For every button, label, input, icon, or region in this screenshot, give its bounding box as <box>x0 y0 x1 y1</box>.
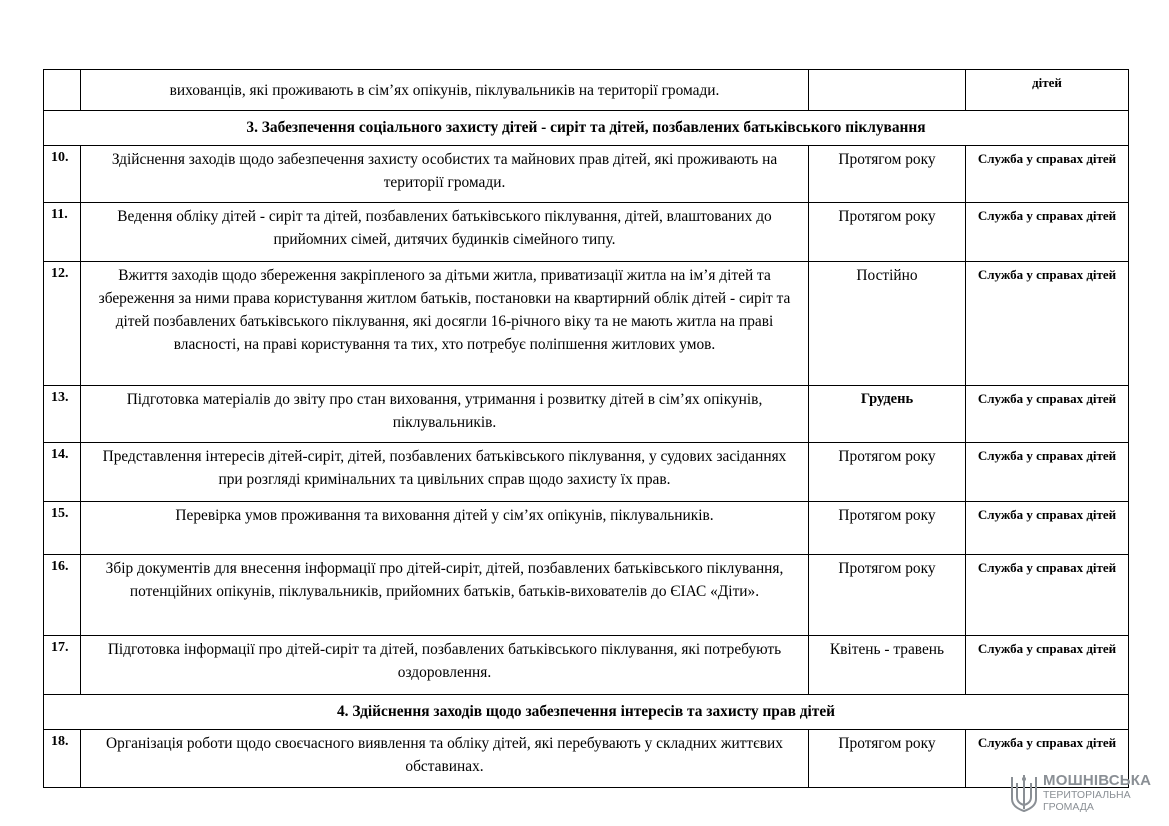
row-number: 10. <box>44 146 81 203</box>
section-header-row <box>44 111 1129 146</box>
table-row <box>44 555 1129 636</box>
table-row <box>44 262 1129 386</box>
table-row <box>44 730 1129 788</box>
community-logo <box>1010 771 1160 815</box>
task-cell: Підготовка матеріалів до звіту про стан виховання, утримання і розвитку дітей в сім’ях опікунів, піклувальників. <box>81 386 809 443</box>
row-number: 16. <box>44 555 81 636</box>
row-number: 14. <box>44 443 81 502</box>
task-cell: Організація роботи щодо своєчасного виявлення та обліку дітей, які перебувають у складних життєвих обставинах. <box>81 730 809 788</box>
term-cell: Постійно <box>809 262 966 386</box>
task-cell: Ведення обліку дітей - сиріт та дітей, позбавлених батьківського піклування, дітей, влаштованих до прийомних сімей, дитячих будинків сімейного типу. <box>81 203 809 262</box>
responsible-cell: Служба у справах дітей <box>966 555 1129 636</box>
responsible-cell: Служба у справах дітей <box>966 262 1129 386</box>
responsible-cell: Служба у справах дітей <box>966 730 1129 788</box>
row-number: 18. <box>44 730 81 788</box>
responsible-cell: Служба у справах дітей <box>966 502 1129 555</box>
table-row <box>44 146 1129 203</box>
logo-title: МОШНІВСЬКА <box>1043 772 1152 789</box>
row-number: 13. <box>44 386 81 443</box>
row-number: 17. <box>44 636 81 695</box>
section-title: 4. Здійснення заходів щодо забезпечення інтересів та захисту прав дітей <box>44 695 1129 730</box>
row-number: 12. <box>44 262 81 386</box>
term-cell: Квітень - травень <box>809 636 966 695</box>
table-row <box>44 203 1129 262</box>
row-number <box>44 70 81 111</box>
row-number: 15. <box>44 502 81 555</box>
task-cell: Представлення інтересів дітей-сиріт, дітей, позбавлених батьківського піклування, у судових засіданнях при розгляді кримінальних та цивільних справ щодо захисту їх прав. <box>81 443 809 502</box>
action-plan-table <box>43 69 1129 788</box>
term-cell: Протягом року <box>809 502 966 555</box>
trident-icon <box>1010 773 1038 813</box>
task-cell: Збір документів для внесення інформації про дітей-сиріт, дітей, позбавлених батьківського піклування, потенційних опікунів, піклувальників, прийомних батьків, батьків-вихователів до ЄІАС «Діти». <box>81 555 809 636</box>
table-row <box>44 502 1129 555</box>
logo-subtitle: ТЕРИТОРІАЛЬНА <box>1043 789 1131 801</box>
row-number: 11. <box>44 203 81 262</box>
responsible-cell: дітей <box>966 70 1129 111</box>
table-row <box>44 636 1129 695</box>
section-header-row <box>44 695 1129 730</box>
table-row <box>44 386 1129 443</box>
term-cell <box>809 70 966 111</box>
task-cell: Здійснення заходів щодо забезпечення захисту особистих та майнових прав дітей, які проживають на території громади. <box>81 146 809 203</box>
term-cell: Протягом року <box>809 146 966 203</box>
responsible-cell: Служба у справах дітей <box>966 636 1129 695</box>
responsible-cell: Служба у справах дітей <box>966 146 1129 203</box>
document-sheet <box>43 69 1128 788</box>
task-cell: вихованців, які проживають в сім’ях опікунів, піклувальників на території громади. <box>81 70 809 111</box>
task-cell: Вжиття заходів щодо збереження закріпленого за дітьми житла, приватизації житла на ім’я дітей та збереження за ними права користування житлом батьків, постановки на квартирний облік дітей - сиріт та дітей позбавлених батьківського піклування, які досягли 16-річного віку та не мають житла на праві власності, на праві користування та тих, хто потребує поліпшення житлових умов. <box>81 262 809 386</box>
task-cell: Підготовка інформації про дітей-сиріт та дітей, позбавлених батьківського піклування, які потребують оздоровлення. <box>81 636 809 695</box>
task-cell: Перевірка умов проживання та виховання дітей у сім’ях опікунів, піклувальників. <box>81 502 809 555</box>
responsible-cell: Служба у справах дітей <box>966 386 1129 443</box>
term-cell: Протягом року <box>809 203 966 262</box>
term-cell: Протягом року <box>809 443 966 502</box>
term-cell: Грудень <box>809 386 966 443</box>
responsible-cell: Служба у справах дітей <box>966 203 1129 262</box>
logo-subtitle-2: ГРОМАДА <box>1043 801 1094 813</box>
term-cell: Протягом року <box>809 730 966 788</box>
term-cell: Протягом року <box>809 555 966 636</box>
table-row <box>44 70 1129 111</box>
responsible-cell: Служба у справах дітей <box>966 443 1129 502</box>
section-title: 3. Забезпечення соціального захисту дітей - сиріт та дітей, позбавлених батьківського піклування <box>44 111 1129 146</box>
table-row <box>44 443 1129 502</box>
